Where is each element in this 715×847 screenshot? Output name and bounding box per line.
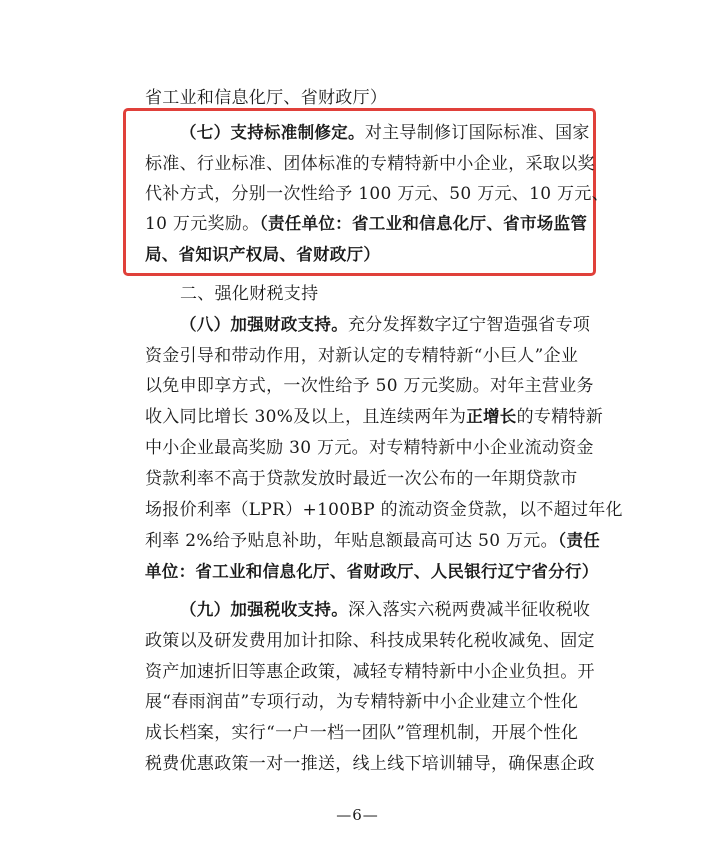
section-7-title: （七）支持标准制修定。 — [180, 123, 365, 142]
text-line: 利率 2%给予贴息补助，年贴息额最高可达 50 万元。（责任 — [145, 531, 601, 551]
section-7-line-1: （七）支持标准制修定。对主导制修订国际标准、国家 — [180, 123, 590, 143]
text-line: 贷款利率不高于贷款发放时最近一次公布的一年期贷款市 — [145, 469, 578, 489]
text-line: 单位：省工业和信息化厅、省财政厅、人民银行辽宁省分行） — [145, 562, 599, 581]
text-line: 资产加速折旧等惠企政策，减轻专精特新中小企业负担。开 — [145, 662, 595, 682]
text-line: 代补方式，分别一次性给予 100 万元、50 万元、10 万元、 — [145, 184, 609, 204]
text-line: 资金引导和带动作用，对新认定的专精特新“小巨人”企业 — [145, 346, 579, 366]
text-line: 场报价利率（LPR）+100BP 的流动资金贷款，以不超过年化 — [145, 500, 623, 520]
text-line: 税费优惠政策一对一推送，线上线下培训辅导，确保惠企政 — [145, 754, 595, 774]
section-8-line-1: （八）加强财政支持。充分发挥数字辽宁智造强省专项 — [180, 315, 591, 335]
text-line: 展“春雨润苗”专项行动，为专精特新中小企业建立个性化 — [145, 692, 579, 712]
text-line: 成长档案，实行“一户一档一团队”管理机制，开展个性化 — [145, 723, 579, 743]
page-number: —6— — [336, 806, 379, 824]
text-line: 政策以及研发费用加计扣除、科技成果转化税收减免、固定 — [145, 631, 595, 651]
section-heading: 二、强化财税支持 — [180, 284, 319, 304]
text-line: 中小企业最高奖励 30 万元。对专精特新中小企业流动资金 — [145, 438, 594, 458]
text-line: 局、省知识产权局、省财政厅） — [145, 245, 381, 264]
text-line: 10 万元奖励。（责任单位：省工业和信息化厅、省市场监管 — [145, 214, 588, 234]
text-line: 标准、行业标准、团体标准的专精特新中小企业，采取以奖 — [145, 154, 595, 174]
section-9-title: （九）加强税收支持。 — [180, 600, 348, 619]
text-line: 收入同比增长 30%及以上，且连续两年为正增长的专精特新 — [145, 407, 604, 427]
section-8-title: （八）加强财政支持。 — [180, 315, 348, 334]
text-line: 省工业和信息化厅、省财政厅） — [145, 88, 388, 108]
text-line: 以免申即享方式，一次性给予 50 万元奖励。对年主营业务 — [145, 376, 594, 396]
section-9-line-1: （九）加强税收支持。深入落实六税两费减半征收税收 — [180, 600, 591, 620]
